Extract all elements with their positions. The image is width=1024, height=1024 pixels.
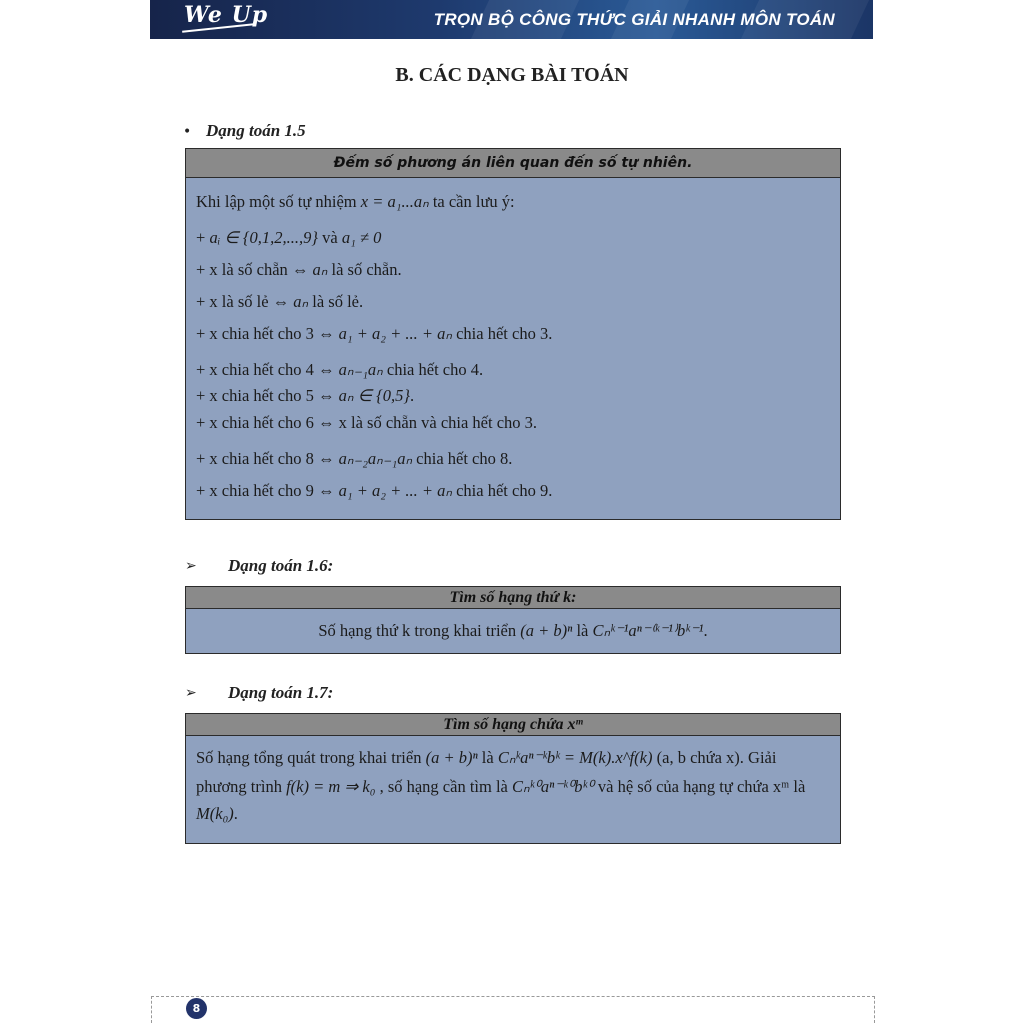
rule-line: + x là số chẵn ⇔ aₙ là số chẵn. <box>196 260 402 279</box>
header-banner <box>150 0 873 39</box>
header-title: TRỌN BỘ CÔNG THỨC GIẢI NHANH MÔN TOÁN <box>433 10 835 29</box>
box-body <box>186 736 840 856</box>
rule-line: + x là số lẻ ⇔ aₙ là số lẻ. <box>196 292 364 311</box>
rule-line: phương trình f(k) = m ⇒ k₀ , số hạng cần tìm là Cₙᵏ⁰aⁿ⁻ᵏ⁰bᵏ⁰ và hệ số của hạng tự chứa xᵐ là <box>196 777 806 796</box>
rule-line: + x chia hết cho 9 ⇔ a₁ + a₂ + ... + aₙ chia hết cho 9. <box>196 481 553 500</box>
heading-1-7: Dạng toán 1.7: <box>228 683 334 702</box>
footer-frame <box>151 996 875 1023</box>
logo: We Up <box>184 2 269 28</box>
box-title: Đếm số phương án liên quan đến số tự nhiên. <box>186 149 840 178</box>
formula-box-1-7 <box>185 713 841 844</box>
arrow-bullet-icon: ➢ <box>185 685 197 701</box>
rule-line: + x chia hết cho 6 ⇔ x là số chẵn và chia hết cho 3. <box>196 413 538 432</box>
heading-1-6: Dạng toán 1.6: <box>228 556 334 575</box>
arrow-bullet-icon: ➢ <box>185 558 197 574</box>
rule-line: + aᵢ ∈ {0,1,2,...,9} và a₁ ≠ 0 <box>196 228 382 247</box>
rule-line: Khi lập một số tự nhiệm x = a₁...aₙ ta cần lưu ý: <box>196 192 515 211</box>
heading-1-5: Dạng toán 1.5 <box>206 121 306 140</box>
box-body <box>186 178 840 518</box>
rule-line: M(k₀). <box>196 804 238 823</box>
page-number: 8 <box>186 998 207 1019</box>
formula-box-1-5 <box>185 148 841 520</box>
rule-line: Số hạng tổng quát trong khai triển (a + b)ⁿ là Cₙᵏaⁿ⁻ᵏbᵏ = M(k).x^f(k) (a, b chứa x). Giải <box>196 748 777 767</box>
box-body: Số hạng thứ k trong khai triển (a + b)ⁿ là Cₙᵏ⁻¹aⁿ⁻⁽ᵏ⁻¹⁾bᵏ⁻¹. <box>318 621 708 640</box>
box-title: Tìm số hạng thứ k: <box>186 587 840 609</box>
bullet-icon: • <box>183 124 192 140</box>
rule-line: + x chia hết cho 4 ⇔ aₙ₋₁aₙ chia hết cho 4. <box>196 360 484 379</box>
rule-line: + x chia hết cho 3 ⇔ a₁ + a₂ + ... + aₙ chia hết cho 3. <box>196 324 553 343</box>
box-title: Tìm số hạng chứa xᵐ <box>186 714 840 736</box>
rule-line: + x chia hết cho 8 ⇔ aₙ₋₂aₙ₋₁aₙ chia hết cho 8. <box>196 449 513 468</box>
section-title: B. CÁC DẠNG BÀI TOÁN <box>395 64 629 86</box>
rule-line: + x chia hết cho 5 ⇔ aₙ ∈ {0,5}. <box>196 386 415 405</box>
formula-box-1-6 <box>185 586 841 654</box>
